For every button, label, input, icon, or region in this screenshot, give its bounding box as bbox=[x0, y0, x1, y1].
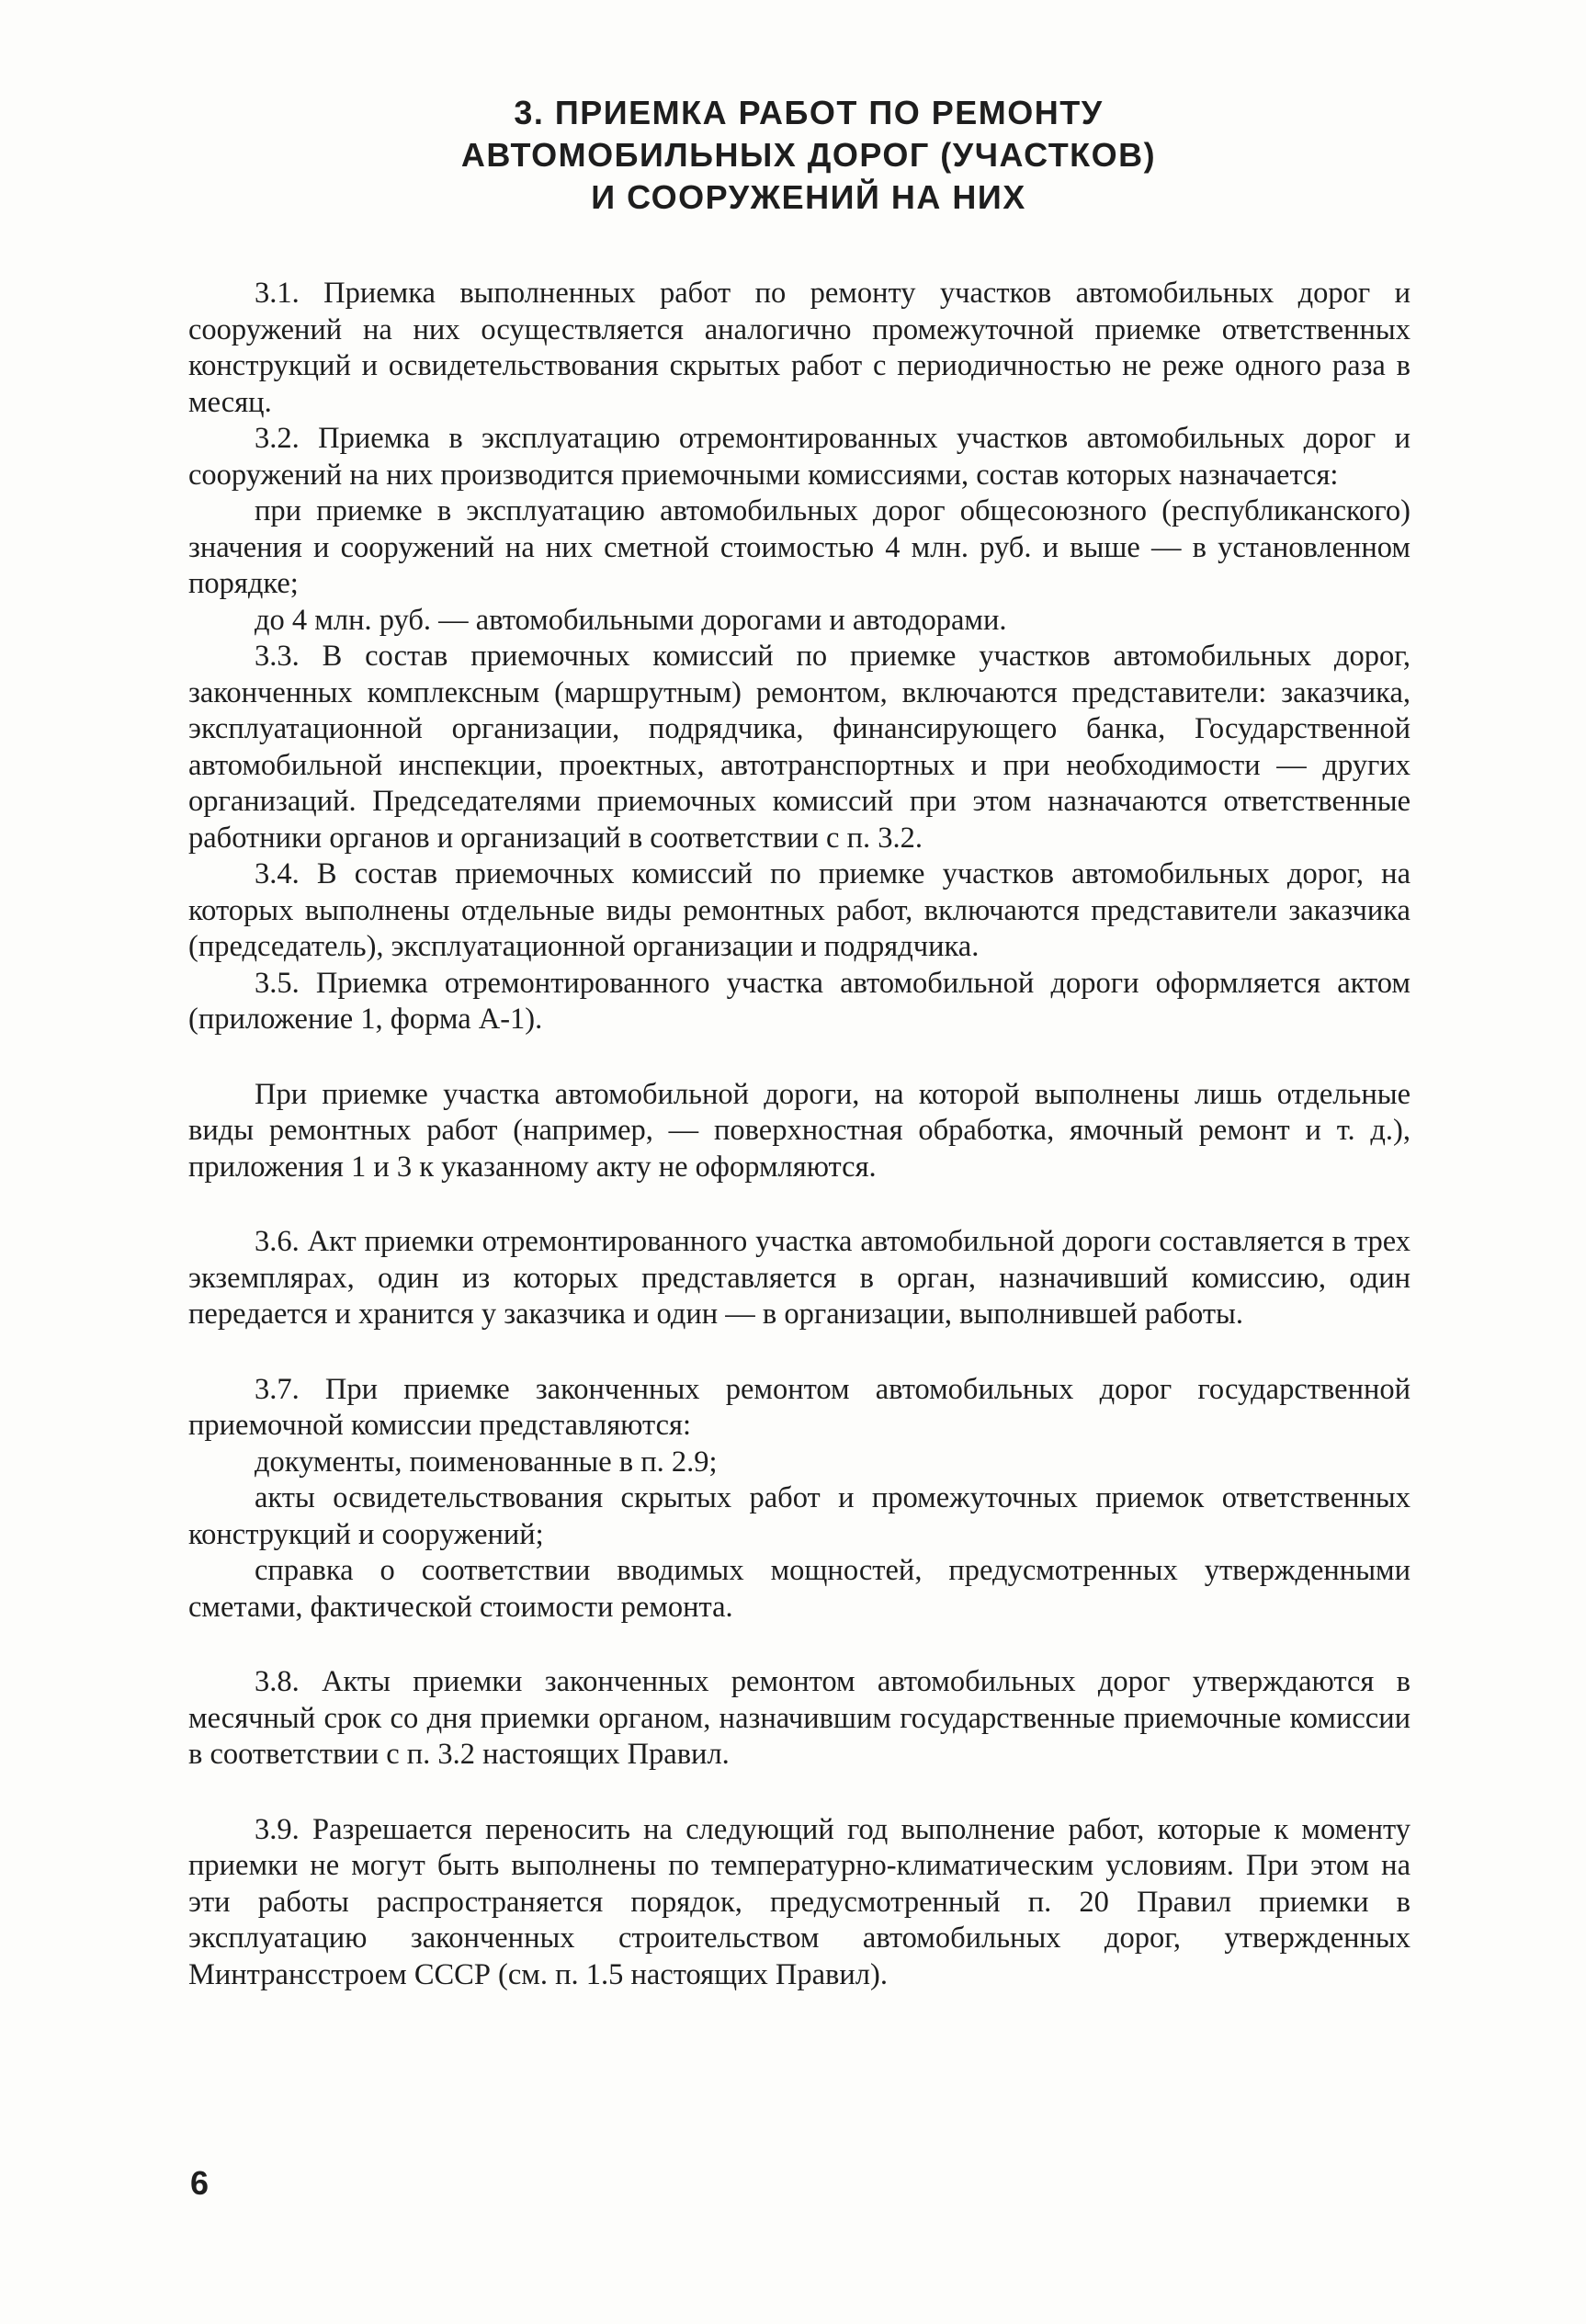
heading-line-3: И СООРУЖЕНИЙ НА НИХ bbox=[591, 178, 1026, 216]
paragraph-3-7-item-c: справка о соответствии вводимых мощностей, предусмотренных утвержденными сметами, фактической стоимости ремонта. bbox=[188, 1554, 1410, 1624]
paragraph-3-7: 3.7. При приемке законченных ремонтом автомобильных дорог государственной приемочной комиссии представляются: bbox=[188, 1372, 1410, 1442]
paragraph-3-2-item-a: при приемке в эксплуатацию автомобильных дорог общесоюзного (республиканского) значения и сооружений на них сметной стоимостью 4 млн. руб. и выше — в установленном порядке; bbox=[188, 494, 1410, 600]
page-number: 6 bbox=[190, 2164, 210, 2202]
document-body bbox=[188, 276, 1410, 1993]
paragraph-3-2: 3.2. Приемка в эксплуатацию отремонтированных участков автомобильных дорог и сооружений на них производится приемочными комиссиями, состав которых назначается: bbox=[188, 422, 1410, 492]
paragraph-3-8: 3.8. Акты приемки законченных ремонтом автомобильных дорог утверждаются в месячный срок со дня приемки органом, назначившим государственные приемочные комиссии в соответствии с п. 3.2 настоящих Правил. bbox=[188, 1665, 1410, 1771]
section-heading bbox=[441, 92, 1176, 219]
paragraph-3-9: 3.9. Разрешается переносить на следующий год выполнение работ, которые к моменту приемки не могут быть выполнены по температурно-климатическим условиям. При этом на эти работы распространяется порядок, предусмотренный п. 20 Правил приемки в эксплуатацию законченных строительством автомобильных дорог, утвержденных Минтрансстроем СССР (см. п. 1.5 настоящих Правил). bbox=[188, 1812, 1410, 1991]
paragraph-3-1: 3.1. Приемка выполненных работ по ремонту участков автомобильных дорог и сооружений на них осуществляется аналогично промежуточной приемке ответственных конструкций и освидетельствования скрытых работ с периодичностью не реже одного раза в месяц. bbox=[188, 277, 1410, 419]
paragraph-3-3: 3.3. В состав приемочных комиссий по приемке участков автомобильных дорог, законченных комплексным (маршрутным) ремонтом, включаются представители: заказчика, эксплуатационной организации, подрядчика, финансирующего банка, Государственной автомобильной инспекции, проектных, автотранспортных и при необходимости — других организаций. Председателями приемочных комиссий при этом назначаются ответственные работники органов и организаций в соответствии с п. 3.2. bbox=[188, 640, 1410, 855]
heading-line-1: 3. ПРИЕМКА РАБОТ ПО РЕМОНТУ bbox=[514, 94, 1104, 131]
heading-line-2: АВТОМОБИЛЬНЫХ ДОРОГ (УЧАСТКОВ) bbox=[460, 136, 1157, 174]
paragraph-3-5-note: При приемке участка автомобильной дороги, на которой выполнены лишь отдельные виды ремонтных работ (например, — поверхностная обработка, ямочный ремонт и т. д.), приложения 1 и 3 к указанному акту не оформляются. bbox=[188, 1077, 1410, 1184]
paragraph-3-6: 3.6. Акт приемки отремонтированного участка автомобильной дороги составляется в трех экземплярах, один из которых представляется в орган, назначивший комиссию, один передается и хранится у заказчика и один — в организации, выполнившей работы. bbox=[188, 1225, 1410, 1331]
paragraph-3-7-item-a: документы, поименованные в п. 2.9; bbox=[255, 1445, 718, 1479]
paragraph-3-7-item-b: акты освидетельствования скрытых работ и промежуточных приемок ответственных конструкций и сооружений; bbox=[188, 1481, 1410, 1551]
paragraph-3-5: 3.5. Приемка отремонтированного участка автомобильной дороги оформляется актом (приложение 1, форма А-1). bbox=[188, 966, 1410, 1036]
paragraph-3-4: 3.4. В состав приемочных комиссий по приемке участков автомобильных дорог, на которых выполнены отдельные виды ремонтных работ, включаются представители заказчика (председатель), эксплуатационной организации и подрядчика. bbox=[188, 857, 1410, 963]
paragraph-3-2-item-b: до 4 млн. руб. — автомобильными дорогами и автодорами. bbox=[255, 603, 1007, 637]
